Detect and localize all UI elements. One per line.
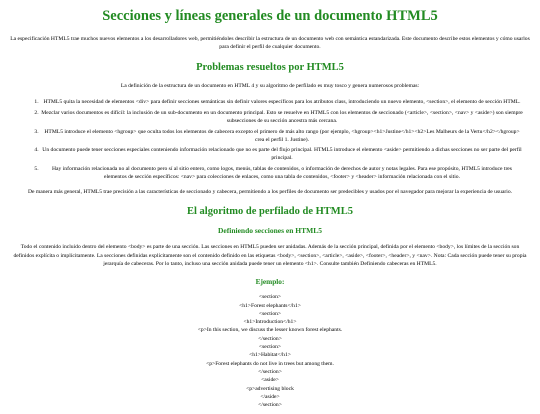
code-line: <section> [258, 294, 282, 301]
list-item: 4. Un documento puede tener secciones especiales conteniendo información relacionado que no es parte del flujo principal. HTML5 introduce el elemento <aside> permitiendo a dichas secciones no ser parte del perfil principal. [40, 147, 524, 163]
algorithm-heading: El algoritmo de perfilado de HTML5 [187, 205, 353, 217]
algorithm-body: Todo el contenido incluido dentro del elemento <body> es parte de una sección. Las secciones en HTML5 pueden ser anidadas. Además de la sección principal, definida por el elemento <body>, los límites de la sección son definidos explícita o implícitamente. La secciones definidas explícitamente son el contenido definido en las etiquetas <body>, <section>, <article>, <aside>, <footer>, <header>, y <nav>. Nota: Cada sección puede tener su propia jerarquía de cabeceras. Por lo tanto, incluso una sección anidada puede tener un elemento <h1>. Consulte también Definiendo cabeceras en HTML5. [13, 244, 527, 267]
list-item: 3. HTML5 introduce el elemento <hgroup> que oculta todos los elementos de cabecera excepto el primero de más alto rango (por ejemplo, <hgroup><h1>Justine</h1><h2>Les Malheurs de la Vertu</h2></hgroup> crea el perfil 1. Justine). [40, 129, 524, 145]
code-line: <aside> [261, 377, 279, 384]
problems-list [10, 99, 530, 181]
code-line: </section> [258, 335, 282, 342]
code-line: <h1>Introduction</h1> [243, 319, 297, 326]
code-line: <p>advertising block [246, 385, 294, 392]
code-line: </aside> [260, 393, 280, 400]
code-line: </section> [258, 368, 282, 375]
code-line: <h1>Habitat</h1> [249, 352, 291, 359]
code-line: </section> [258, 402, 282, 409]
code-line: <h1>Forest elephants</h1> [239, 302, 301, 309]
problems-heading: Problemas resueltos por HTML5 [196, 61, 344, 73]
example-code [10, 293, 530, 409]
page-title: Secciones y líneas generales de un documento HTML5 [102, 8, 438, 24]
intro-paragraph: La especificación HTML5 trae muchos nuevos elementos a los desarrolladores web, permitiéndoles describir la estructura de un documento web con semántica estandarizada. Este documento describe estos elementos y cómo usarlos para definir el perfil de cualquier documento. [10, 35, 530, 51]
code-line: <section> [258, 344, 282, 351]
list-item: 5. Hay información relacionada no al documento pero sí al sitio entero, como logos, menús, tablas de contenidos, o información de derechos de autor y notas legales. Para ese propósito, HTML5 introduce tres elementos de sección específicos: <nav> para colecciones de enlaces, como una tabla de contenidos, <footer> y <header> información relacionada con el sitio. [40, 166, 524, 182]
code-line: <section> [258, 310, 282, 317]
defining-sections-heading: Definiendo secciones en HTML5 [218, 226, 322, 236]
example-heading: Ejemplo: [255, 277, 285, 287]
code-line: <p>In this section, we discuss the lesser known forest elephants. [197, 327, 343, 334]
problems-closing: De manera más general, HTML5 trae precisión a las características de seccionado y cabecera, permitiendo a los perfiles de documento ser predecibles y usados por el navegador para mejorar la experiencia de usuario. [27, 188, 513, 195]
list-item: 1. HTML5 quita la necesidad de elementos <div> para definir secciones semánticas sin definir valores específicos para los atributos class, introduciendo un nuevo elemento, <section>, el elemento de sección HTML. [40, 99, 524, 107]
problems-lead: La definición de la estructura de un documento en HTML 4 y su algoritmo de perfilado es muy tosco y genera numerosos problemas: [120, 83, 420, 90]
document-page [0, 9, 540, 409]
list-item: 2. Mezclar varios documentos es difícil: la inclusión de un sub-documento en un documento principal. Esto se resuelve en HTML5 con los elementos de seccionado (<article>, <section>, <nav> y <aside>) son siempre subsecciones de su sección ancestra más cercana. [40, 110, 524, 126]
code-line: <p>Forest elephants do not live in trees but among them. [206, 360, 334, 367]
